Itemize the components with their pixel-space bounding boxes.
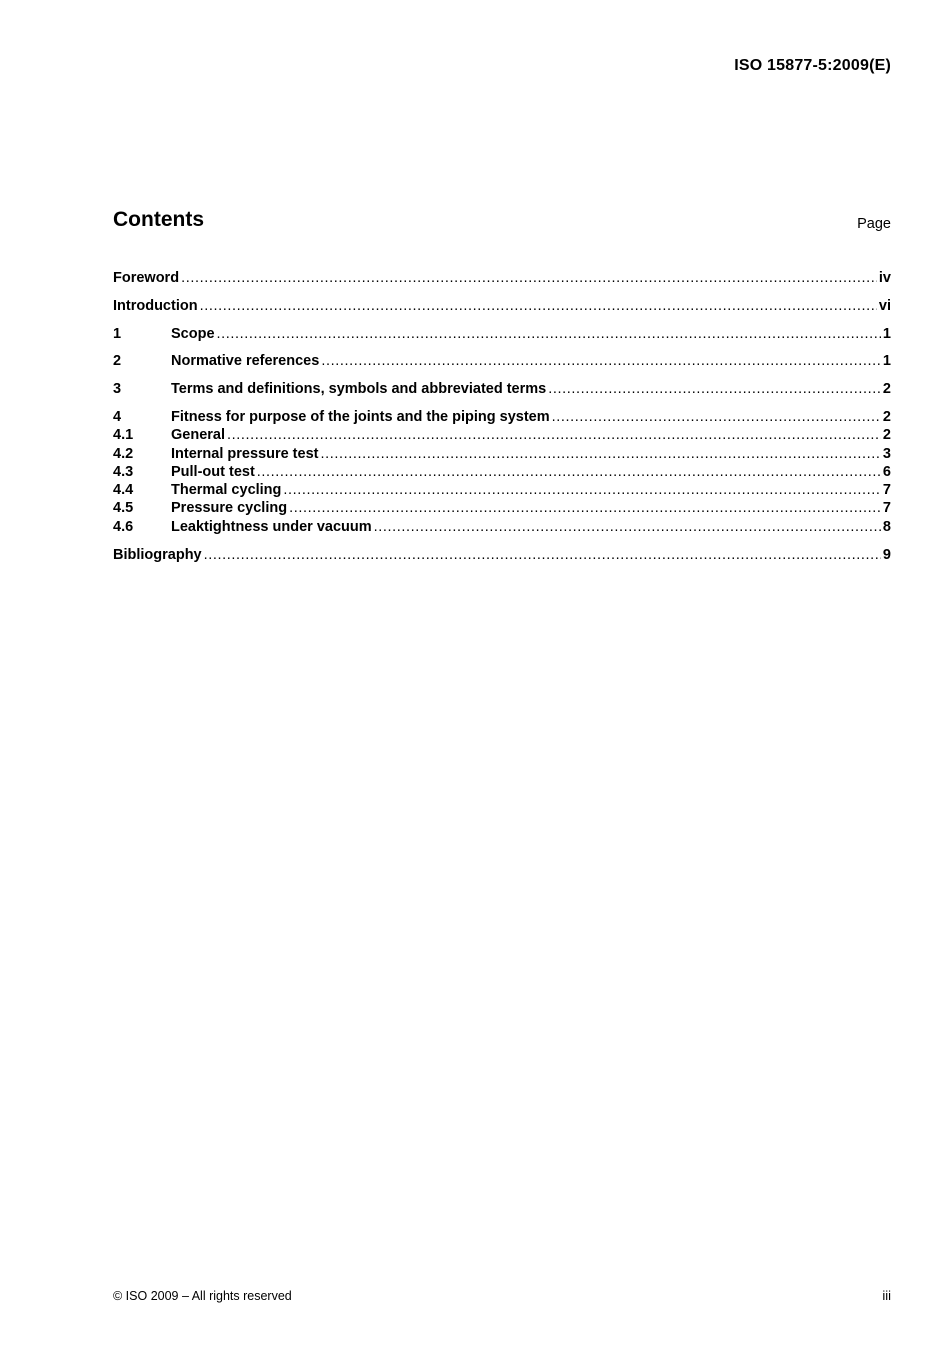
- toc-entry-number: 4: [113, 408, 122, 425]
- toc-entry-title: General: [171, 427, 225, 444]
- toc-entry-number: 4.4: [113, 482, 134, 499]
- toc-entry-scope[interactable]: [113, 325, 891, 343]
- toc-entry-introduction[interactable]: [113, 297, 891, 315]
- toc-leader-dots: [552, 408, 881, 426]
- toc-entry-number: 4.5: [113, 500, 134, 517]
- toc-entry-title: Introduction: [113, 297, 198, 314]
- toc-entry-number: 4.2: [113, 445, 134, 462]
- toc-entry-number: 4.3: [113, 463, 134, 480]
- toc-entry-title: Pressure cycling: [171, 500, 288, 517]
- toc-entry-page: 8: [882, 518, 891, 535]
- toc-entry-title: Foreword: [113, 270, 180, 286]
- toc-leader-dots: [374, 518, 881, 536]
- toc-entry-title: Thermal cycling: [171, 482, 282, 499]
- toc-entry-page: 7: [882, 482, 891, 499]
- toc-entry-page: 3: [882, 445, 891, 462]
- toc-entry-foreword[interactable]: [113, 269, 891, 287]
- toc-entry-title: Scope: [171, 325, 215, 342]
- toc-leader-dots: [283, 481, 881, 499]
- contents-header: [113, 208, 891, 238]
- toc-entry-title: Terms and definitions, symbols and abbreviated terms: [171, 381, 547, 398]
- document-identifier: ISO 15877-5:2009(E): [734, 57, 891, 74]
- toc-entry-number: 3: [113, 381, 122, 398]
- toc-entry-title: Normative references: [171, 353, 320, 370]
- toc-entry-page: 1: [882, 325, 891, 342]
- toc-entry-number: 4.6: [113, 518, 134, 535]
- toc-entry-page: vi: [878, 297, 891, 314]
- toc-entry-title: Bibliography: [113, 546, 202, 563]
- toc-entry-page: 2: [882, 381, 891, 398]
- toc-entry-page: 9: [882, 546, 891, 563]
- toc-entry-normative-references[interactable]: [113, 352, 891, 370]
- table-of-contents: [113, 269, 891, 564]
- toc-entry-page: 6: [882, 463, 891, 480]
- toc-entry-page: 2: [882, 408, 891, 425]
- toc-entry-page: 2: [882, 427, 891, 444]
- toc-leader-dots: [321, 352, 881, 370]
- toc-leader-dots: [200, 297, 877, 315]
- toc-entry-terms-and-definitions[interactable]: [113, 380, 891, 398]
- toc-entry-general[interactable]: [113, 426, 891, 444]
- toc-entry-fitness-for-purpose[interactable]: [113, 408, 891, 426]
- toc-leader-dots: [227, 426, 881, 444]
- toc-leader-dots: [548, 380, 881, 398]
- toc-entry-internal-pressure-test[interactable]: [113, 445, 891, 463]
- toc-entry-number: 1: [113, 325, 122, 342]
- toc-leader-dots: [217, 325, 881, 343]
- toc-entry-page: 7: [882, 500, 891, 517]
- toc-entry-title: Internal pressure test: [171, 445, 319, 462]
- toc-entry-pressure-cycling[interactable]: [113, 499, 891, 517]
- toc-entry-title: Leaktightness under vacuum: [171, 518, 372, 535]
- toc-leader-dots: [289, 499, 881, 517]
- toc-entry-bibliography[interactable]: [113, 546, 891, 564]
- toc-entry-page: iv: [878, 270, 891, 286]
- page-column-label: Page: [857, 216, 891, 232]
- toc-leader-dots: [181, 269, 877, 287]
- toc-entry-thermal-cycling[interactable]: [113, 481, 891, 499]
- toc-entry-pull-out-test[interactable]: [113, 463, 891, 481]
- footer-page-number: iii: [882, 1288, 891, 1303]
- toc-leader-dots: [257, 463, 881, 481]
- toc-entry-title: Pull-out test: [171, 463, 255, 480]
- toc-entry-title: Fitness for purpose of the joints and the piping system: [171, 408, 550, 425]
- contents-title: Contents: [113, 208, 204, 231]
- toc-entry-page: 1: [882, 353, 891, 370]
- toc-entry-number: 2: [113, 353, 122, 370]
- toc-entry-leaktightness-under-vacuum[interactable]: [113, 518, 891, 536]
- toc-entry-number: 4.1: [113, 427, 134, 444]
- toc-leader-dots: [320, 445, 880, 463]
- toc-leader-dots: [204, 546, 881, 564]
- footer-copyright: © ISO 2009 – All rights reserved: [113, 1289, 292, 1303]
